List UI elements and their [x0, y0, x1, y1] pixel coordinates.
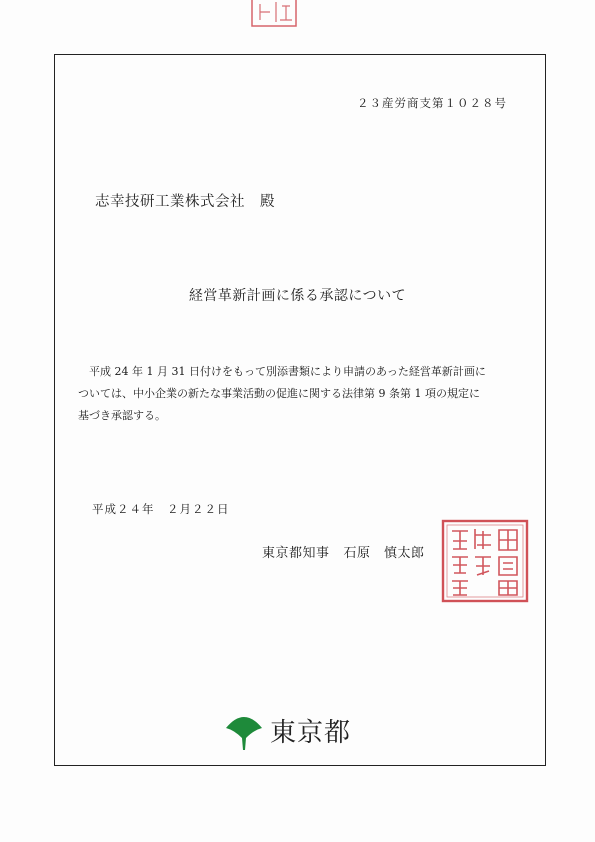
tokyo-logo [224, 710, 351, 750]
ginkgo-leaf-icon [224, 710, 264, 750]
reference-number: ２３産労商支第１０２８号 [357, 96, 507, 110]
issue-date: 平成２４年 ２月２２日 [92, 502, 230, 516]
document-title: 経営革新計画に係る承認について [188, 288, 407, 304]
body-line: 基づき承認する。 [78, 409, 166, 422]
recipient-name: 志幸技研工業株式会社 殿 [95, 194, 275, 210]
top-edge-stamp-icon [248, 0, 300, 28]
signer-block [262, 542, 425, 561]
official-seal-icon [441, 519, 529, 603]
signer-name: 石原 慎太郎 [343, 546, 425, 561]
logo-text: 東京都 [270, 717, 352, 748]
body-line: ついては、中小企業の新たな事業活動の促進に関する法律第 9 条第 1 項の規定に [78, 387, 480, 400]
signer-title: 東京都知事 [262, 546, 330, 561]
body-line: 平成 24 年 1 月 31 日付けをもって別添書類により申請のあった経営革新計画に [89, 365, 486, 378]
body-text [78, 361, 523, 427]
